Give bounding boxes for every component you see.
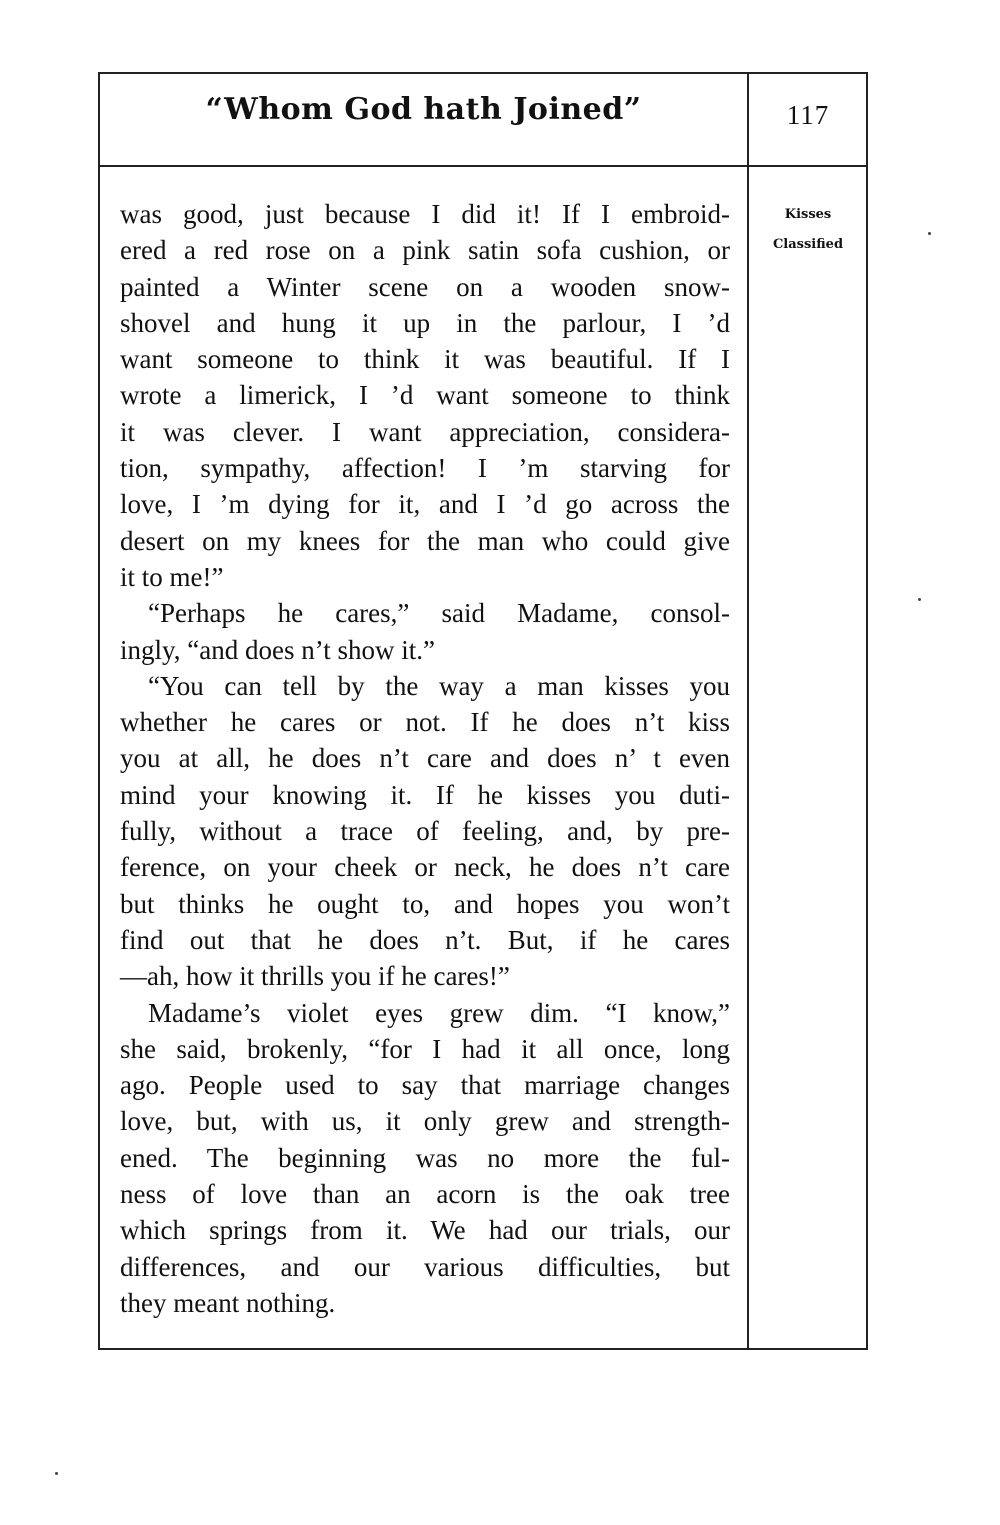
text-line: find out that he does n’t. But, if he cares xyxy=(120,924,730,955)
text-line: want someone to think it was beautiful. If I xyxy=(120,344,730,375)
text-line: but thinks he ought to, and hopes you won’t xyxy=(120,888,730,919)
margin-note-line: Classified xyxy=(772,237,844,252)
text-line: mind your knowing it. If he kisses you duti- xyxy=(120,779,730,810)
text-line: ness of love than an acorn is the oak tree xyxy=(120,1179,730,1210)
page-number: 117 xyxy=(786,100,830,130)
print-speck xyxy=(918,598,921,601)
text-line: she said, brokenly, “for I had it all once, long xyxy=(120,1033,730,1064)
text-line: “Perhaps he cares,” said Madame, consol- xyxy=(148,598,730,629)
text-line: ered a red rose on a pink satin sofa cushion, or xyxy=(120,235,730,266)
body-text xyxy=(120,196,730,1321)
print-speck xyxy=(55,1472,58,1475)
text-line: love, but, with us, it only grew and strength- xyxy=(120,1106,730,1137)
text-line: differences, and our various difficulties, but xyxy=(120,1251,730,1282)
text-line: desert on my knees for the man who could give xyxy=(120,525,730,556)
text-line: wrote a limerick, I ’d want someone to think xyxy=(120,380,730,411)
text-line: painted a Winter scene on a wooden snow- xyxy=(120,271,730,302)
text-line: “You can tell by the way a man kisses you xyxy=(148,670,730,701)
text-line: ened. The beginning was no more the ful- xyxy=(120,1142,730,1173)
text-line: —ah, how it thrills you if he cares!” xyxy=(120,961,510,992)
margin-note-line: Kisses xyxy=(784,207,832,222)
text-line: which springs from it. We had our trials, our xyxy=(120,1215,730,1246)
text-line: Madame’s violet eyes grew dim. “I know,” xyxy=(148,997,730,1028)
text-line: it was clever. I want appreciation, considera- xyxy=(120,416,730,447)
text-line: ference, on your cheek or neck, he does n’t care xyxy=(120,852,730,883)
text-line: it to me!” xyxy=(120,561,224,592)
column-divider xyxy=(747,72,749,1350)
text-line: fully, without a trace of feeling, and, by pre- xyxy=(120,816,730,847)
text-line: they meant nothing. xyxy=(120,1287,336,1318)
margin-note xyxy=(752,200,864,260)
text-line: whether he cares or not. If he does n’t kiss xyxy=(120,707,730,738)
running-head-title: “Whom God hath Joined” xyxy=(205,92,642,127)
text-line: was good, just because I did it! If I embroid- xyxy=(120,199,730,229)
text-line: shovel and hung it up in the parlour, I ’d xyxy=(120,307,730,338)
text-line: tion, sympathy, affection! I ’m starving for xyxy=(120,453,730,484)
header-divider xyxy=(98,165,868,167)
text-line: ago. People used to say that marriage changes xyxy=(120,1070,730,1101)
text-line: love, I ’m dying for it, and I ’d go across the xyxy=(120,489,730,520)
print-speck xyxy=(928,232,931,235)
text-line: you at all, he does n’t care and does n’ t even xyxy=(120,743,730,774)
text-line: ingly, “and does n’t show it.” xyxy=(120,634,435,665)
